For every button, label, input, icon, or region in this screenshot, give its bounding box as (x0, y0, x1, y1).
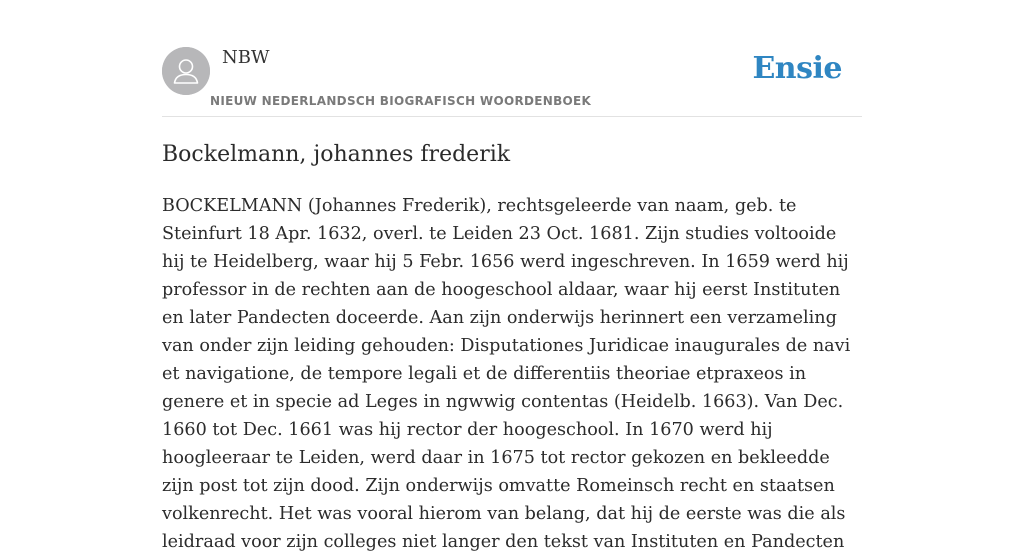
source-name[interactable]: NIEUW NEDERLANDSCH BIOGRAFISCH WOORDENBOEK (210, 94, 592, 108)
source-code[interactable]: NBW (222, 47, 270, 68)
article-title: Bockelmann, johannes frederik (162, 142, 511, 167)
source-avatar (162, 47, 210, 95)
source-header (162, 0, 862, 117)
user-silhouette-icon (162, 47, 210, 95)
article-body: BOCKELMANN (Johannes Frederik), rechtsgeleerde van naam, geb. te Steinfurt 18 Apr. 1632, overl. te Leiden 23 Oct. 1681. Zijn studies voltooide hij te Heidelberg, waar hij 5 Febr. 1656 werd ingeschreven. In 1659 werd hij professor in de rechten aan de hoogeschool aldaar, waar hij eerst Instituten en later Pandecten doceerde. Aan zijn onderwijs herinnert een verzameling van onder zijn leiding gehouden: Disputationes Juridicae inaugurales de navi et navigatione, de tempore legali et de differentiis theoriae etpraxeos in genere et in specie ad Leges in ngwwig contentas (Heidelb. 1663). Van Dec. 1660 tot Dec. 1661 was hij rector der hoogeschool. In 1670 werd hij hoogleeraar te Leiden, werd daar in 1675 tot rector gekozen en bekleedde zijn post tot zijn dood. Zijn onderwijs omvatte Romeinsch recht en staatsen volkenrecht. Het was vooral hierom van belang, dat hij de eerste was die als leidraad voor zijn colleges niet langer den tekst van Instituten en Pandecten (162, 196, 851, 552)
brand-logo[interactable]: Ensie (752, 51, 842, 86)
page (162, 0, 862, 552)
